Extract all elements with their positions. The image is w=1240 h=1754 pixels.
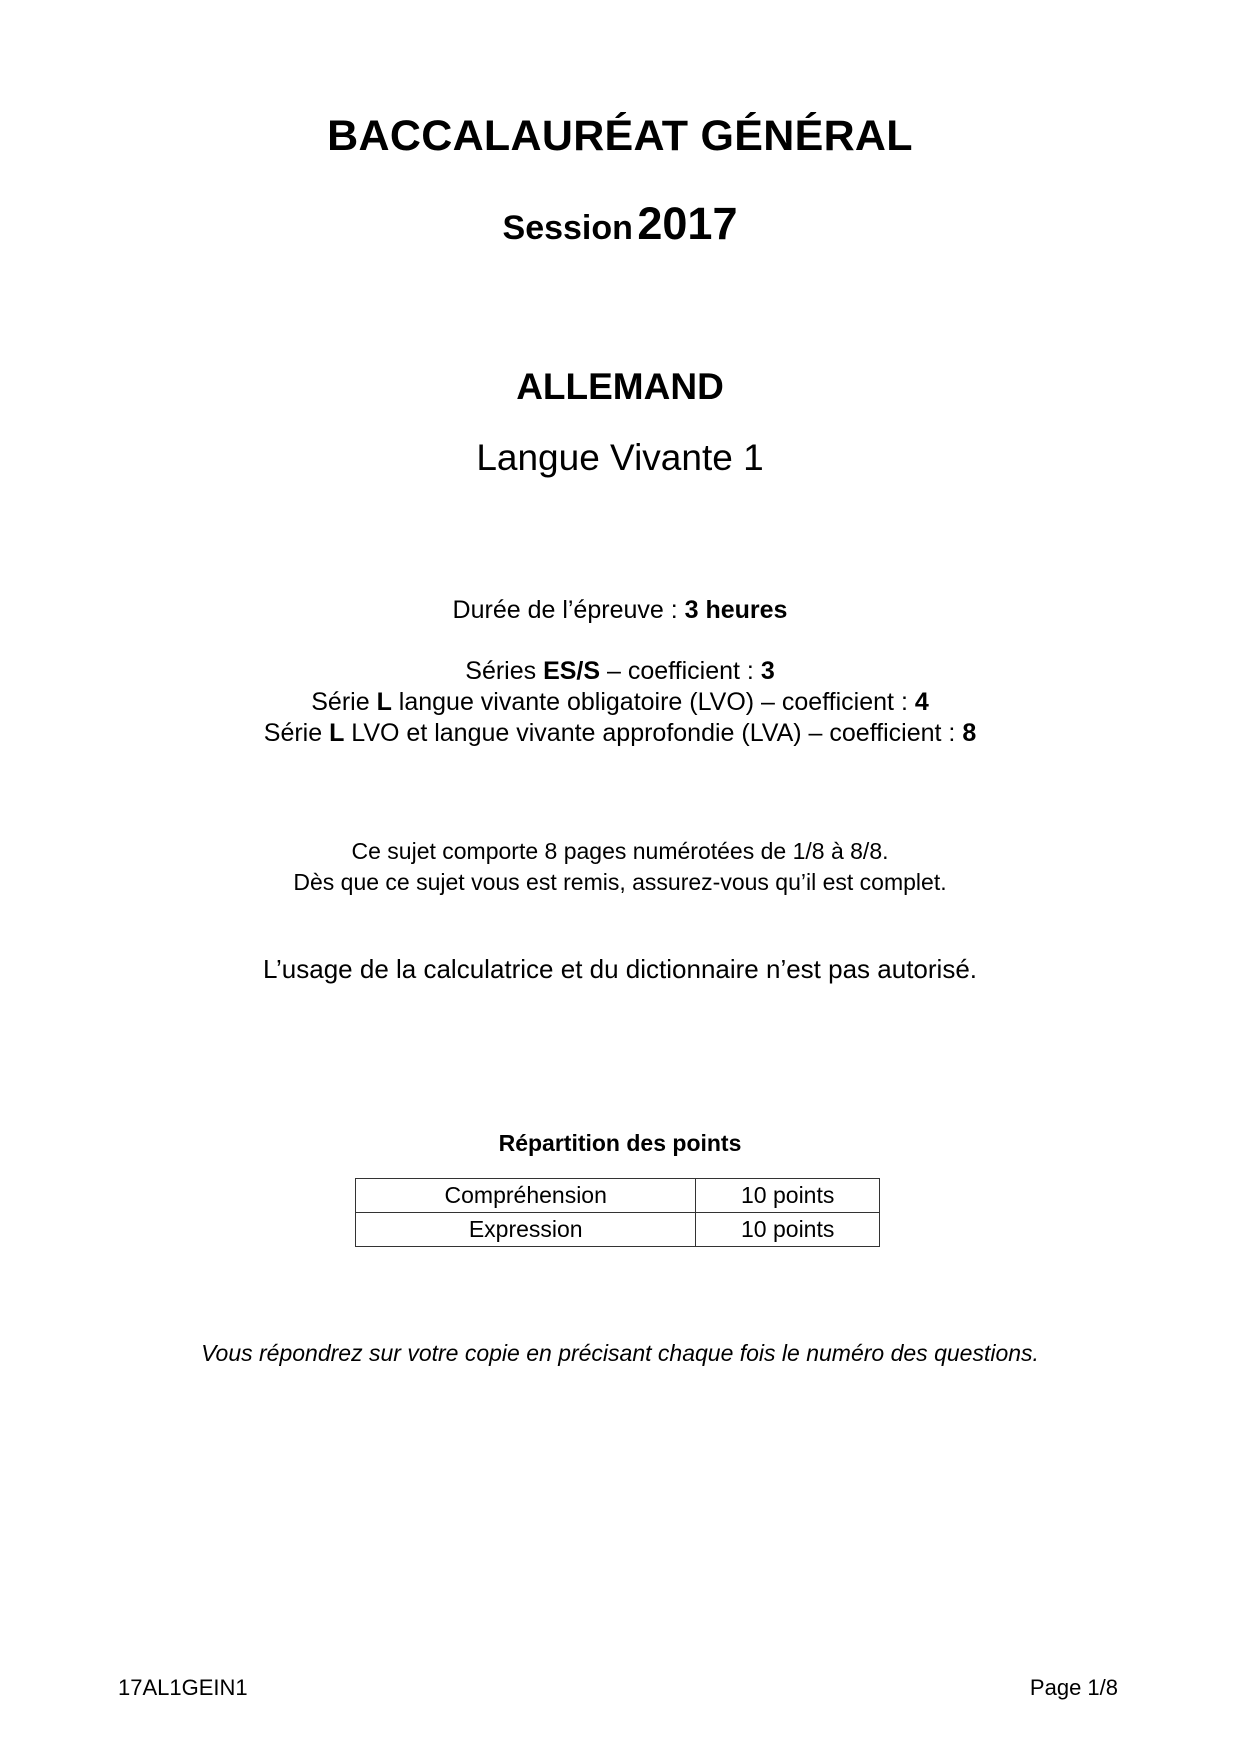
coef-series: L	[329, 719, 345, 747]
points-table	[355, 1178, 880, 1247]
page-number: Page 1/8	[1029, 1675, 1118, 1700]
coefficient-line	[0, 657, 1240, 686]
subject-name: ALLEMAND	[516, 366, 724, 407]
coef-prefix: Séries	[465, 657, 544, 685]
table-row	[356, 1213, 880, 1247]
coef-text: LVO et langue vivante approfondie (LVA) – coefficient :	[344, 719, 963, 747]
session-year: 2017	[637, 198, 738, 249]
coefficient-line	[0, 719, 1240, 748]
completeness-notice: Dès que ce sujet vous est remis, assurez-vous qu’il est complet.	[293, 869, 947, 895]
coef-prefix: Série	[263, 719, 330, 747]
table-cell-section: Compréhension	[356, 1179, 696, 1213]
coef-series: ES/S	[543, 657, 601, 685]
points-table-title: Répartition des points	[498, 1130, 742, 1156]
page-title: BACCALAURÉAT GÉNÉRAL	[327, 112, 913, 160]
coef-value: 3	[760, 657, 775, 685]
exam-duration	[0, 596, 1240, 625]
duration-value: 3 heures	[684, 596, 788, 624]
table-cell-points: 10 points	[696, 1179, 880, 1213]
table-row	[356, 1179, 880, 1213]
answer-instruction: Vous répondrez sur votre copie en précisant chaque fois le numéro des questions.	[201, 1340, 1039, 1366]
exam-code: 17AL1GEIN1	[118, 1675, 248, 1700]
session-label: Session	[502, 209, 633, 247]
coefficient-line	[0, 688, 1240, 717]
page-count-notice: Ce sujet comporte 8 pages numérotées de 1/8 à 8/8.	[351, 838, 889, 864]
coef-value: 8	[962, 719, 977, 747]
usage-notice: L’usage de la calculatrice et du dictionnaire n’est pas autorisé.	[263, 954, 977, 984]
coef-text: – coefficient :	[600, 657, 761, 685]
coef-prefix: Série	[311, 688, 377, 716]
table-cell-section: Expression	[356, 1213, 696, 1247]
duration-label: Durée de l’épreuve :	[452, 596, 685, 624]
subject-level: Langue Vivante 1	[476, 437, 764, 478]
coef-text: langue vivante obligatoire (LVO) – coefficient :	[391, 688, 915, 716]
coef-value: 4	[914, 688, 929, 716]
table-cell-points: 10 points	[696, 1213, 880, 1247]
session-line	[0, 198, 1240, 250]
coef-series: L	[376, 688, 392, 716]
